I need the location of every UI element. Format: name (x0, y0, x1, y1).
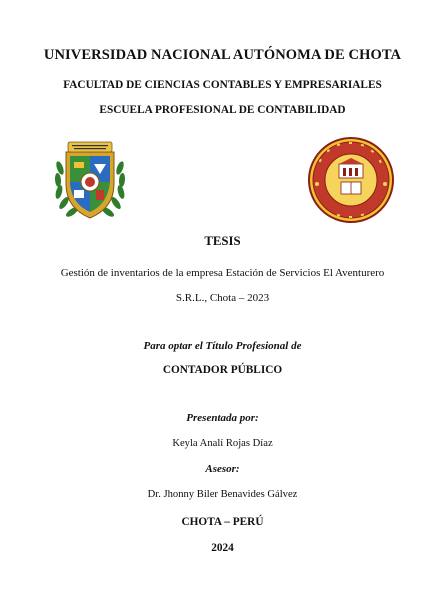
advisor-name: Dr. Jhonny Biler Benavides Gálvez (147, 489, 298, 500)
place: CHOTA – PERÚ (181, 516, 264, 528)
presented-by-label: Presentada por: (186, 412, 259, 424)
degree-title: CONTADOR PÚBLICO (162, 364, 283, 376)
advisor-label: Asesor: (205, 463, 240, 475)
thesis-title-line-1: Gestión de inventarios de la empresa Estación de Servicios El Aventurero (60, 267, 385, 279)
year: 2024 (211, 542, 234, 554)
faculty-name: FACULTAD DE CIENCIAS CONTABLES Y EMPRESARIALES (63, 79, 382, 91)
author-name: Keyla Analí Rojas Díaz (172, 438, 273, 449)
school-name: ESCUELA PROFESIONAL DE CONTABILIDAD (99, 104, 346, 116)
degree-intro: Para optar el Título Profesional de (143, 340, 302, 352)
university-name: UNIVERSIDAD NACIONAL AUTÓNOMA DE CHOTA (43, 47, 402, 63)
thesis-title-line-2: S.R.L., Chota – 2023 (175, 292, 270, 304)
document-type: TESIS (204, 234, 241, 248)
school-seal-icon (307, 136, 395, 224)
university-crest-icon (52, 138, 128, 224)
